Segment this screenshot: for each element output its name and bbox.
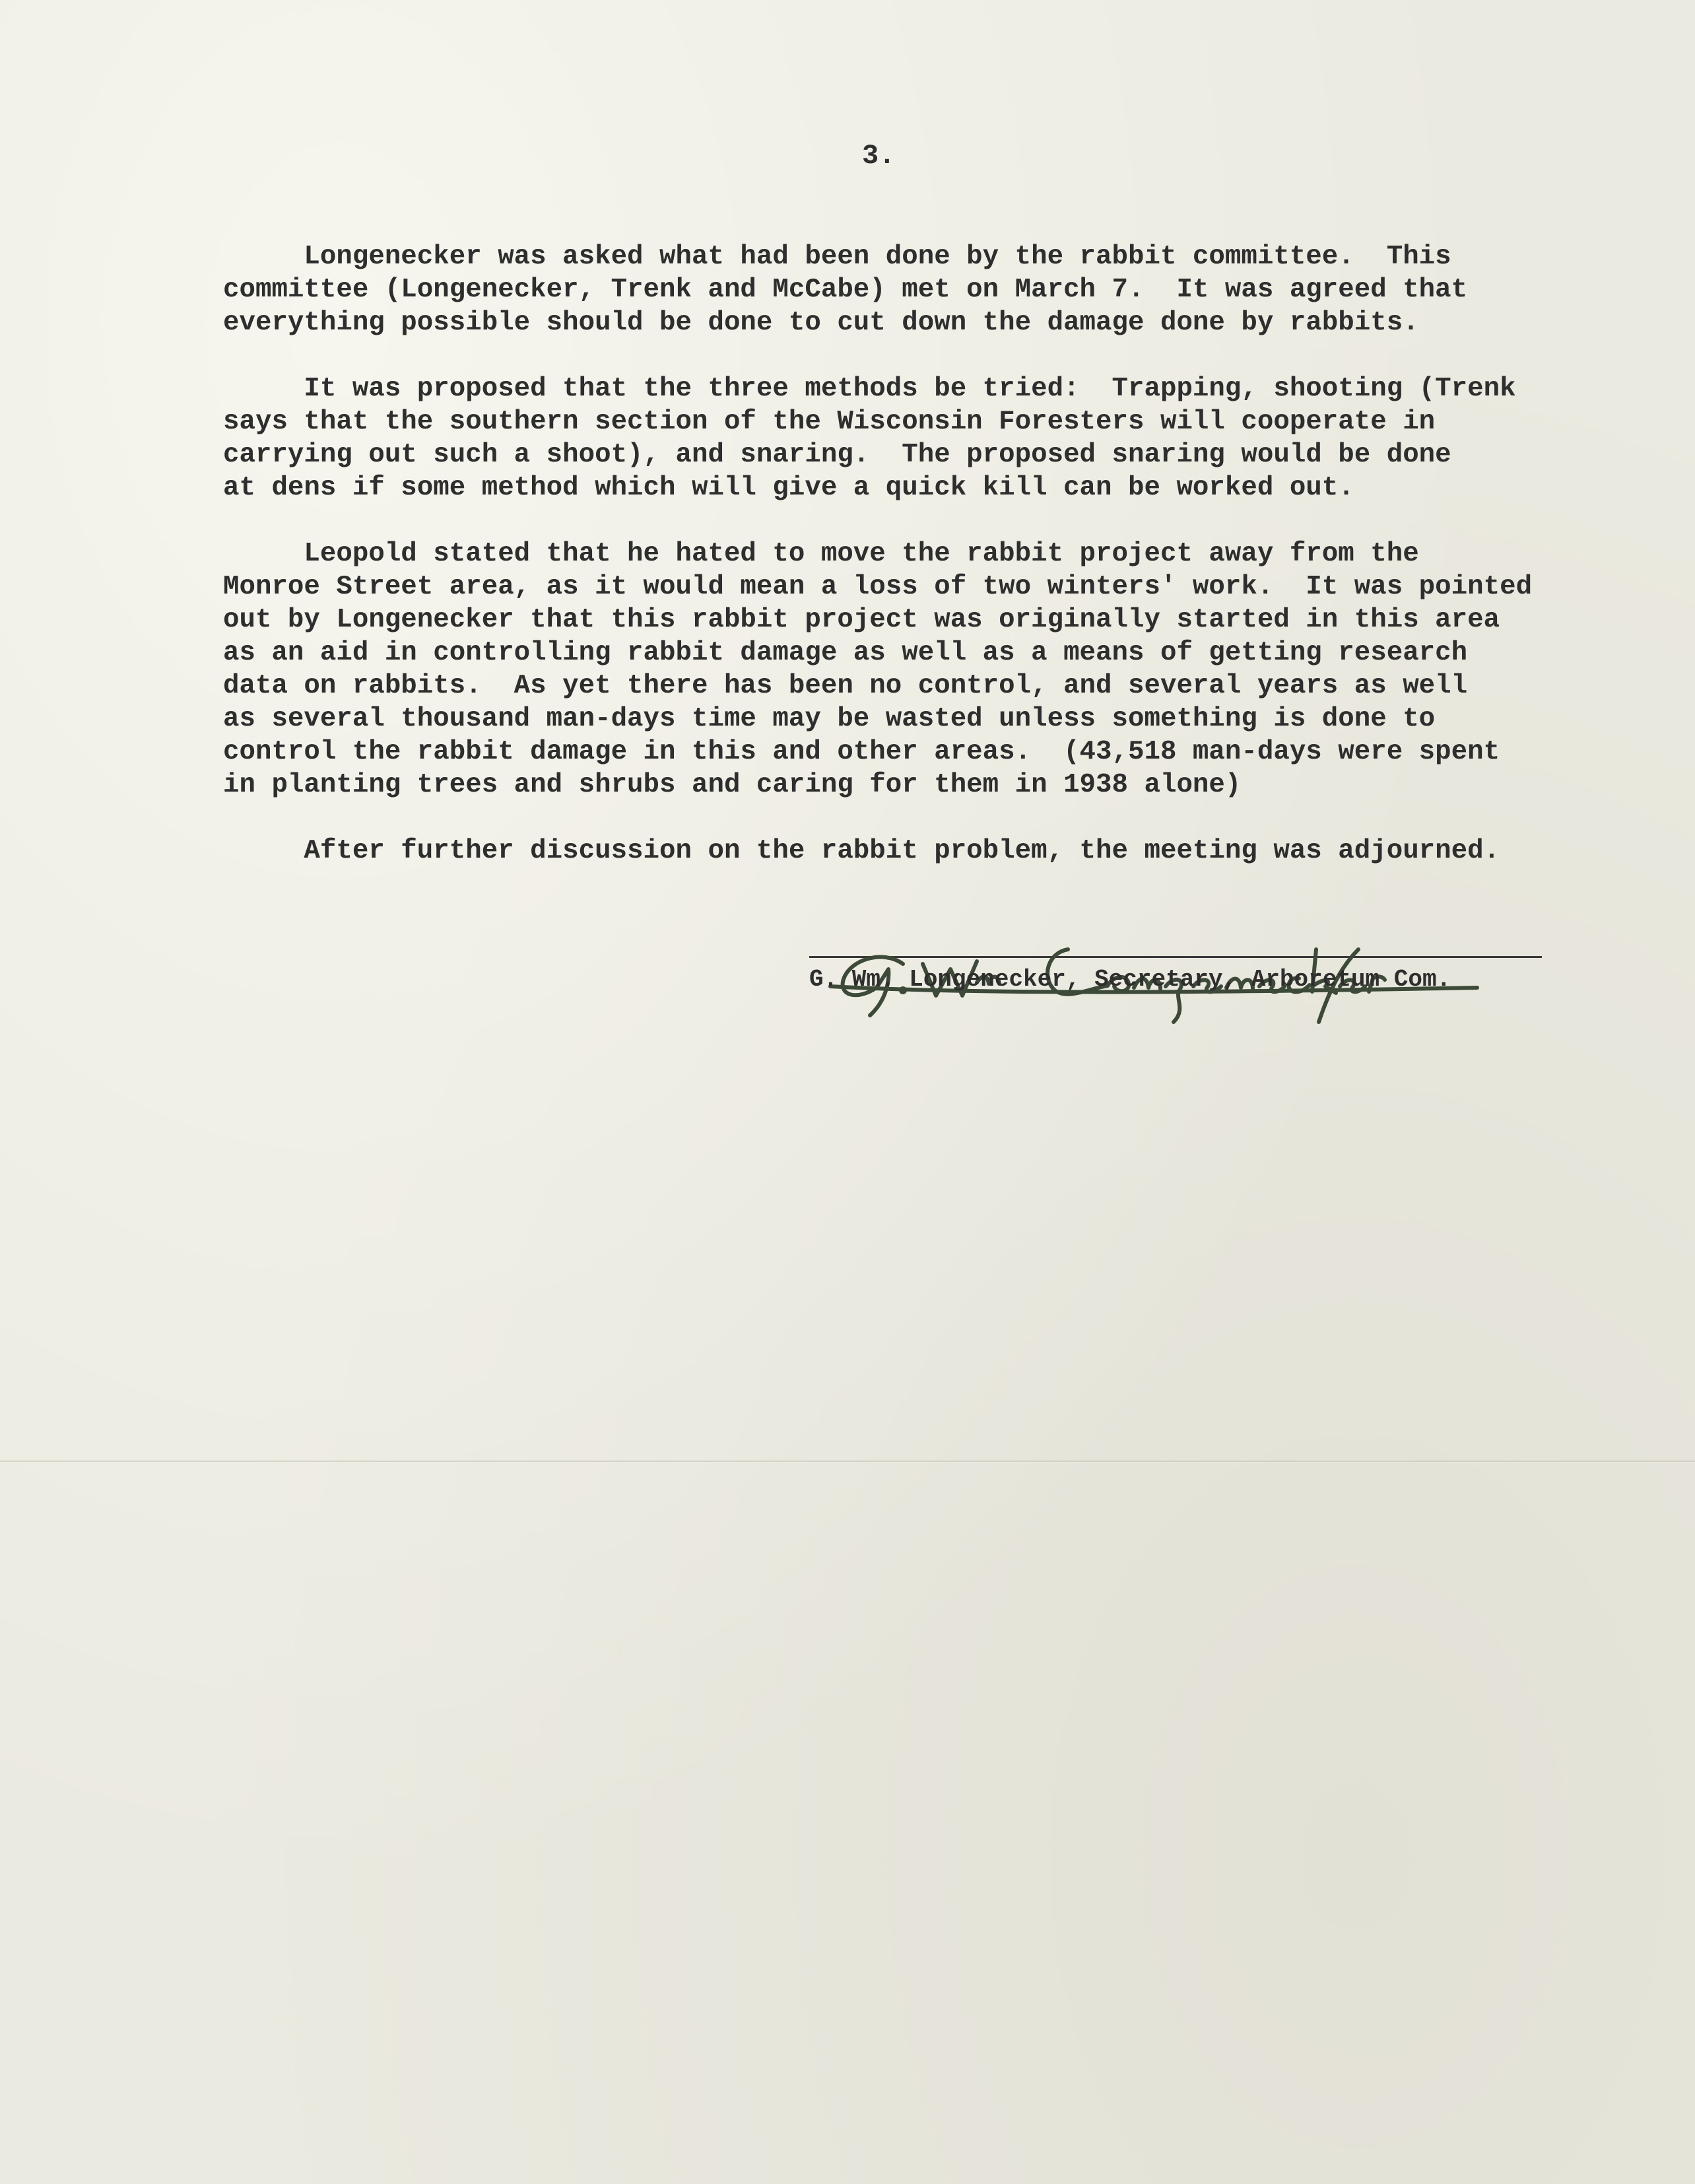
paper-fold-line (0, 1460, 1695, 1463)
paragraph-2-line-1: It was proposed that the three methods be tried: Trapping, shooting (Trenk (223, 374, 1516, 404)
paragraph-1-line-1: Longenecker was asked what had been done by the rabbit committee. This (223, 242, 1451, 272)
paragraph-2-line-4: at dens if some method which will give a quick kill can be worked out. (223, 473, 1354, 503)
paragraph-4-line-1: After further discussion on the rabbit problem, the meeting was adjourned. (223, 836, 1500, 866)
paragraph-3-line-5: data on rabbits. As yet there has been no control, and several years as well (223, 671, 1468, 701)
page-number: 3. (862, 140, 896, 172)
paragraph-1-line-3: everything possible should be done to cut down the damage done by rabbits. (223, 308, 1419, 338)
paragraph-2-line-2: says that the southern section of the Wisconsin Foresters will cooperate in (223, 407, 1436, 437)
paragraph-3-line-3: out by Longenecker that this rabbit project was originally started in this area (223, 605, 1500, 635)
paragraph-2-line-3: carrying out such a shoot), and snaring. The proposed snaring would be done (223, 440, 1451, 470)
paragraph-3-line-7: control the rabbit damage in this and other areas. (43,518 man-days were spent (223, 737, 1500, 767)
paragraph-3-line-2: Monroe Street area, as it would mean a loss of two winters' work. It was pointed (223, 572, 1533, 602)
paragraph-3-line-8: in planting trees and shrubs and caring for them in 1938 alone) (223, 770, 1242, 800)
paragraph-3-line-1: Leopold stated that he hated to move the rabbit project away from the (223, 539, 1419, 569)
signature-caption: G. Wm. Longenecker, Secretary, Arboretum Com. (809, 966, 1451, 993)
paragraph-1-line-2: committee (Longenecker, Trenk and McCabe) met on March 7. It was agreed that (223, 275, 1468, 305)
paragraph-3-line-4: as an aid in controlling rabbit damage as well as a means of getting research (223, 638, 1468, 668)
paragraph-3-line-6: as several thousand man-days time may be wasted unless something is done to (223, 704, 1436, 734)
